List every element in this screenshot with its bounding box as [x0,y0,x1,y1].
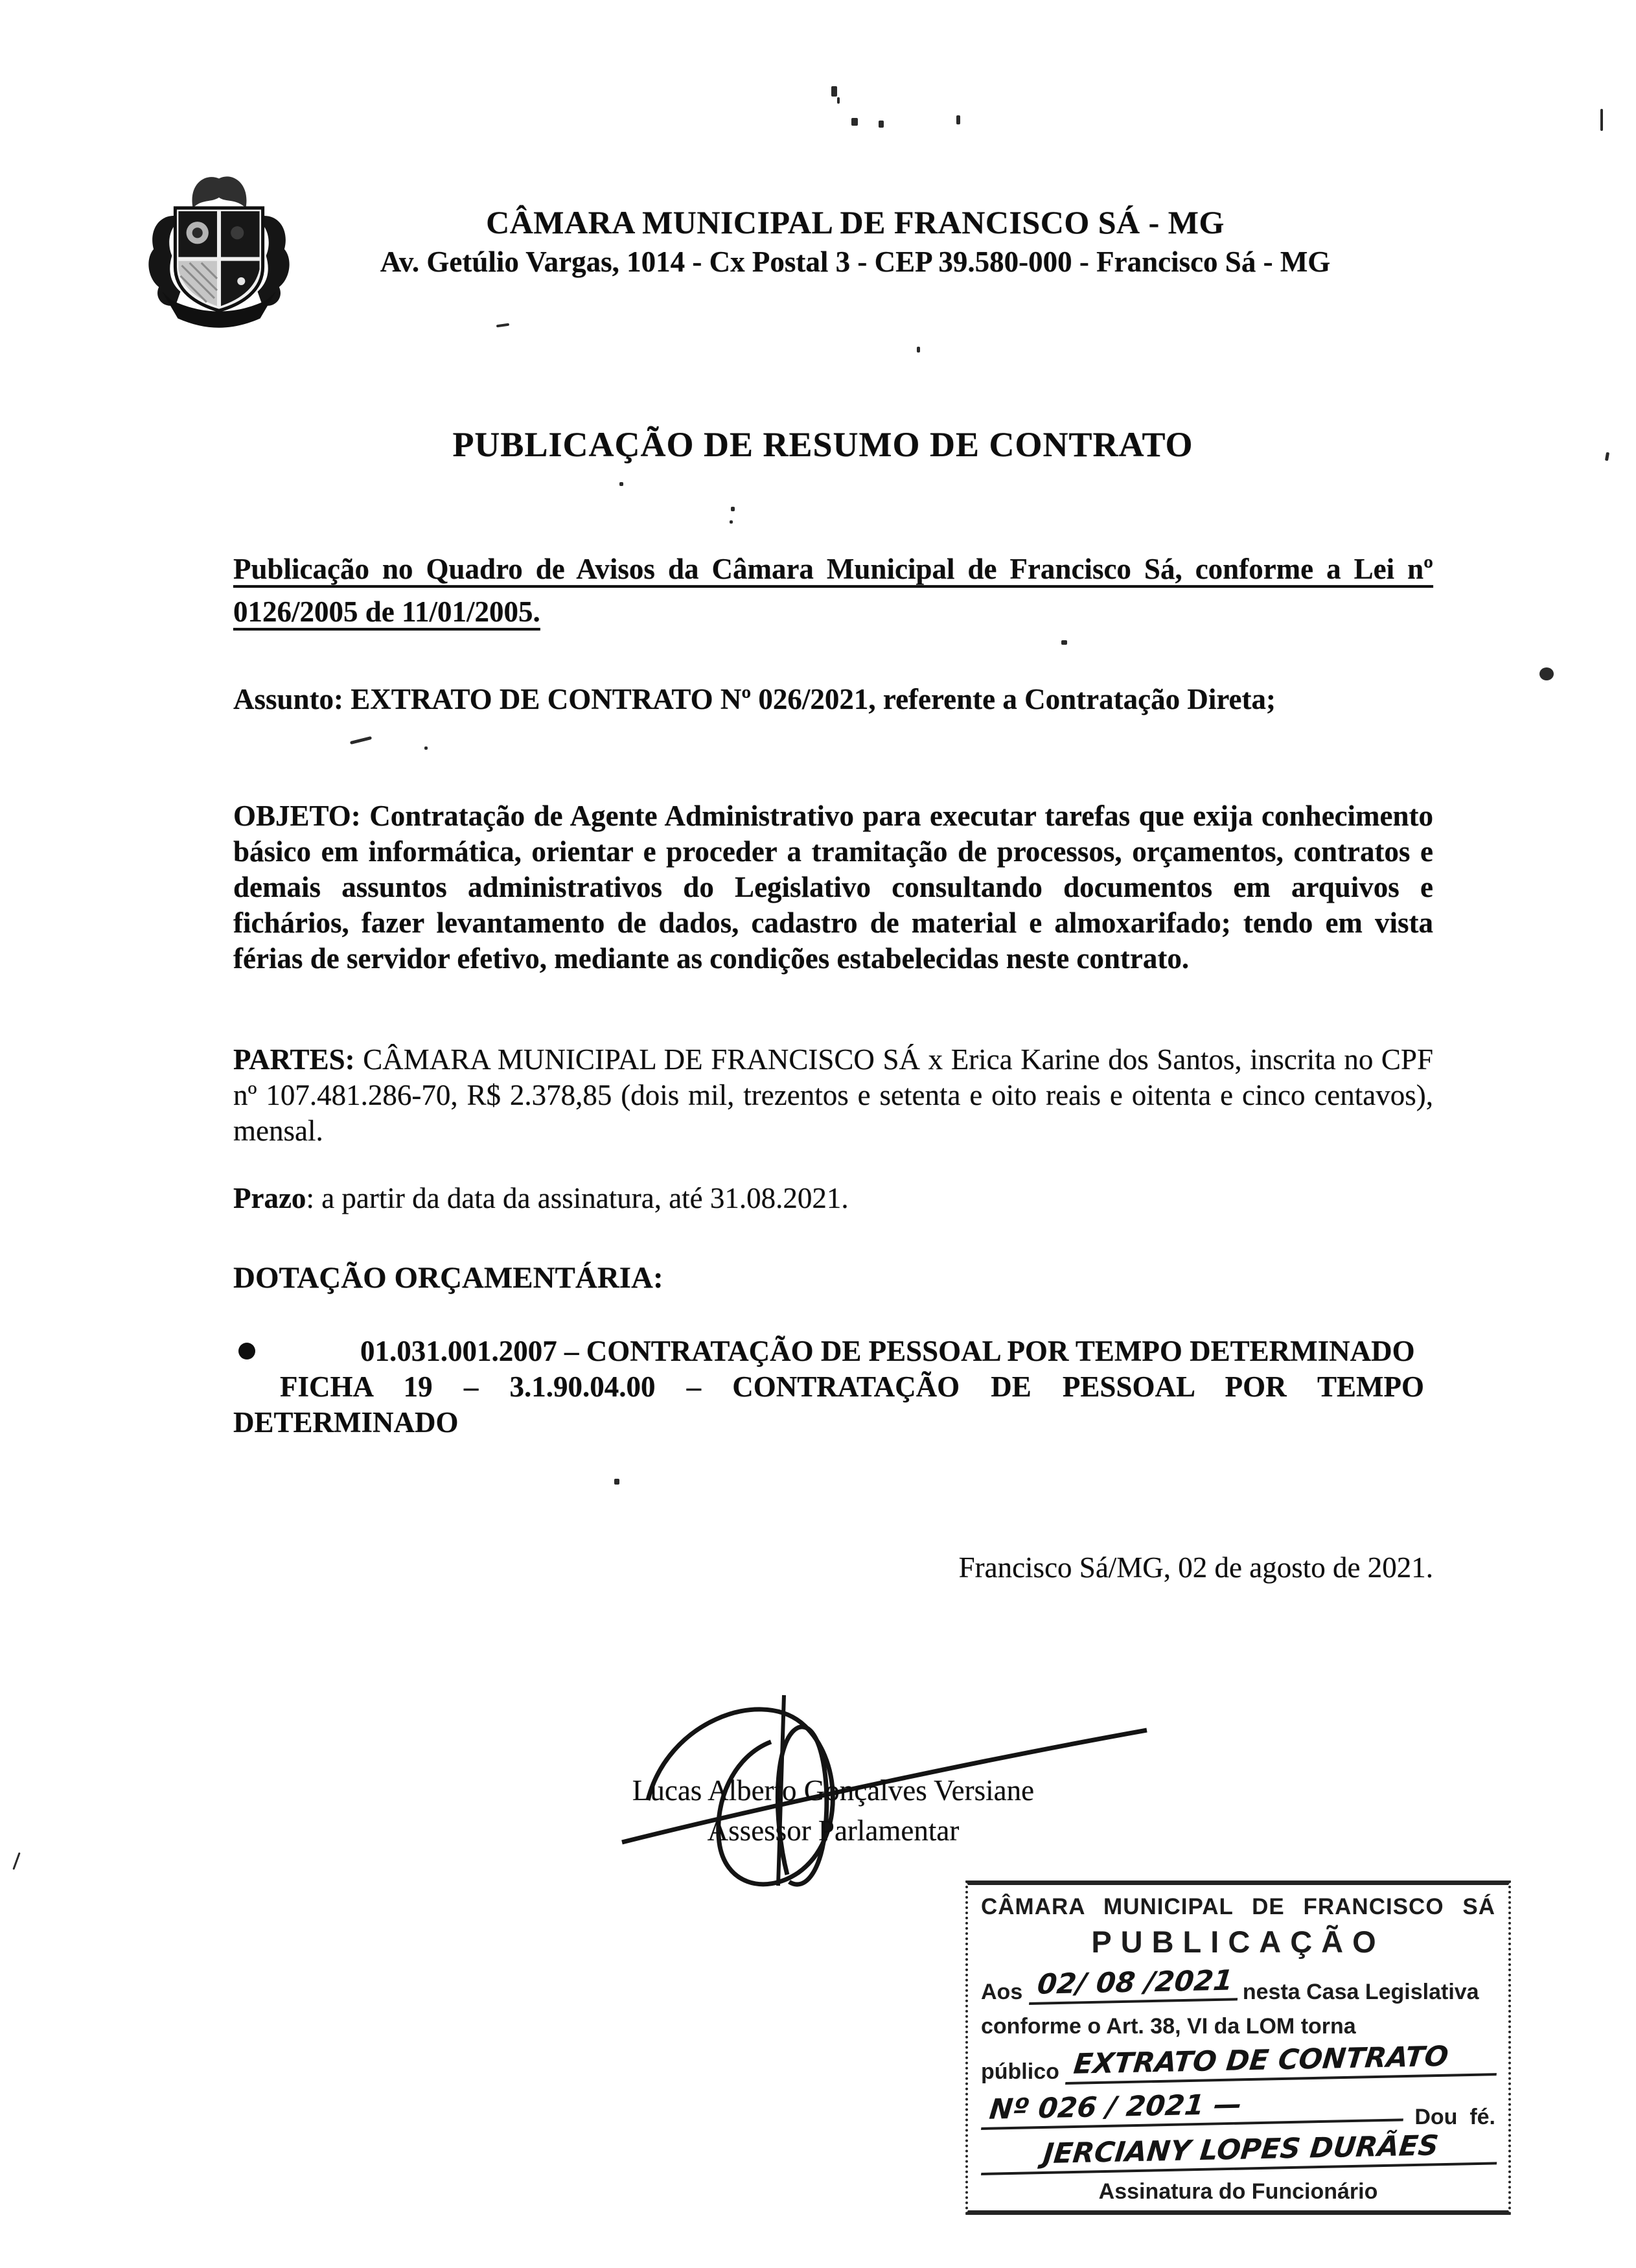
stamp-signature-row [981,2129,1495,2175]
dotacao-heading: DOTAÇÃO ORÇAMENTÁRIA: [233,1261,663,1295]
document-title: PUBLICAÇÃO DE RESUMO DE CONTRATO [452,425,1193,464]
publication-notice: Publicação no Quadro de Avisos da Câmara Municipal de Francisco Sá, conforme a Lei nº 0126/2005 de 11/01/2005. [233,553,1433,628]
stamp-lom-line: conforme o Art. 38, VI da LOM torna [981,2014,1356,2039]
stamp-casa-label: nesta Casa Legislativa [1236,1980,1479,2004]
stamp-handwritten-date: 02/ 08 /2021 [1029,1964,1241,2005]
dateline: Francisco Sá/MG, 02 de agosto de 2021. [958,1551,1433,1584]
scan-speck [350,736,372,745]
scan-speck [730,520,733,524]
dotacao-item [233,1334,1433,1441]
scan-speck [879,121,884,128]
partes-paragraph [233,1042,1433,1149]
prazo-line [233,1181,1433,1216]
signatory-name: Lucas Alberto Gonçalves Versiane [632,1774,1035,1807]
letterhead [298,202,1412,281]
scan-speck [12,1852,20,1869]
stamp-publico-label: público [981,2059,1066,2084]
subject-line: Assunto: EXTRATO DE CONTRATO Nº 026/2021, referente a Contratação Direta; [233,683,1276,715]
stamp-date-row [981,1964,1495,2005]
stamp-publico-row [981,2040,1495,2085]
partes-text: CÂMARA MUNICIPAL DE FRANCISCO SÁ x Erica Karine dos Santos, inscrita no CPF nº 107.481.286-70, R$ 2.378,85 (dois mil, trezentos e setenta e oito reais e oitenta e cinco centavos), mensal. [233,1043,1433,1147]
signatory-role: Assessor Parlamentar [707,1814,960,1847]
scan-speck [731,507,735,511]
stamp-handwritten-signature: JERCIANY LOPES DURÃES [981,2128,1501,2175]
scan-speck [837,97,840,104]
signatory-block [233,1770,1433,1851]
org-name-line: CÂMARA MUNICIPAL DE FRANCISCO SÁ - MG [486,204,1225,240]
objeto-text: Contratação de Agente Administrativo para executar tarefas que exija conhecimento básico em informática, orientar e proceder a tramitação de processos, orçamentos, contratos e demais assuntos administrativos do Legislativo consultando documentos em arquivos e fichários, fazer levantamento de dados, cadastro de material e almoxarifado; tendo em vista férias de servidor efetivo, mediante as condições estabelecidas neste contrato. [233,800,1433,975]
coat-of-arms-icon [144,170,294,330]
scan-speck [614,1479,619,1485]
scan-speck [851,118,858,126]
bullet-icon [238,1343,255,1360]
stamp-handwritten-number: Nº 026 / 2021 — [981,2085,1407,2130]
scan-speck [917,347,920,353]
scan-speck [619,482,623,486]
stamp-aos-label: Aos [981,1980,1029,2004]
stamp-caption: Assinatura do Funcionário [1098,2179,1378,2204]
publication-stamp [965,1880,1511,2215]
scan-speck [424,746,428,750]
objeto-label: OBJETO: [233,800,361,832]
stamp-number-row [981,2088,1495,2130]
scan-speck [1600,109,1603,131]
partes-label: PARTES: [233,1043,355,1076]
prazo-text: : a partir da data da assinatura, até 31.08.2021. [306,1182,849,1214]
stamp-handwritten-subject: EXTRATO DE CONTRATO [1065,2039,1500,2085]
dotacao-line-1: 01.031.001.2007 – CONTRATAÇÃO DE PESSOAL POR TEMPO DETERMINADO [360,1335,1415,1367]
org-address-line: Av. Getúlio Vargas, 1014 - Cx Postal 3 - CEP 39.580-000 - Francisco Sá - MG [380,246,1331,278]
stamp-title: PUBLICAÇÃO [1091,1925,1385,1959]
prazo-label: Prazo [233,1182,306,1214]
objeto-paragraph [233,798,1433,977]
stamp-org-line: CÂMARA MUNICIPAL DE FRANCISCO SÁ [981,1894,1495,1919]
scan-speck [1061,640,1067,645]
scan-speck [1539,667,1554,680]
dotacao-line-2: FICHA 19 – 3.1.90.04.00 – CONTRATAÇÃO DE PESSOAL POR TEMPO [280,1371,1424,1403]
scan-speck [496,323,509,328]
stamp-doufe-label: Dou fé. [1402,2105,1495,2129]
dotacao-line-3: DETERMINADO [233,1406,459,1439]
scan-speck [956,115,960,124]
scan-speck [831,86,837,97]
